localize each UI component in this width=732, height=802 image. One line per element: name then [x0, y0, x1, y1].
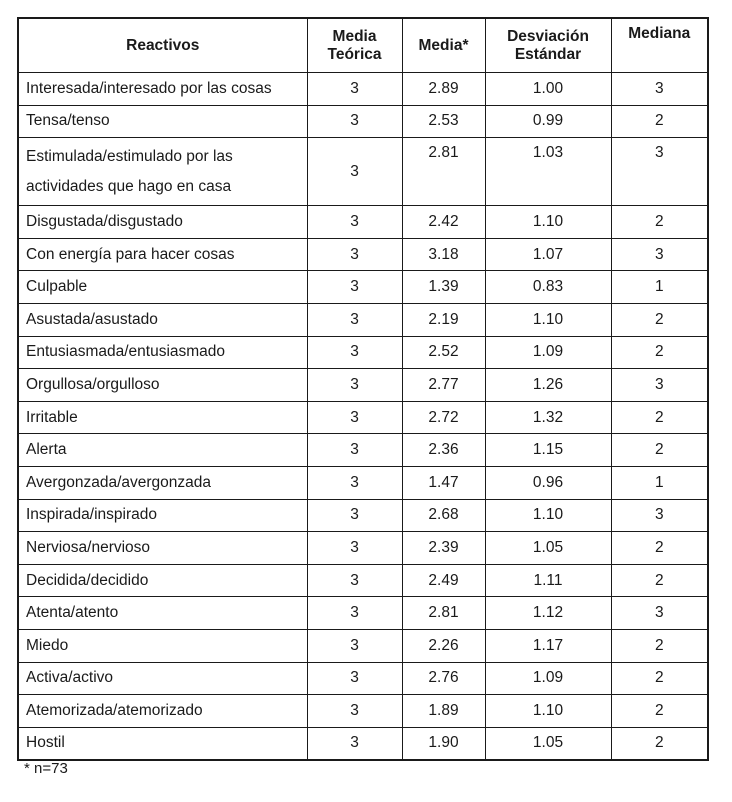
table-row: [18, 271, 708, 304]
desviacion-cell: 1.03: [485, 138, 611, 206]
table-row: [18, 206, 708, 239]
media-cell: 2.81: [402, 597, 485, 630]
media-teorica-cell: 3: [307, 629, 402, 662]
desviacion-cell: 1.05: [485, 532, 611, 565]
desviacion-cell: 0.83: [485, 271, 611, 304]
media-teorica-cell: 3: [307, 271, 402, 304]
media-cell: 2.77: [402, 369, 485, 402]
media-cell: 1.90: [402, 727, 485, 760]
media-cell: 2.68: [402, 499, 485, 532]
reactivo-cell: Inspirada/inspirado: [18, 499, 307, 532]
table-row: [18, 434, 708, 467]
table-header-row: [18, 18, 708, 73]
media-cell: 1.89: [402, 695, 485, 728]
media-teorica-cell: 3: [307, 695, 402, 728]
mediana-cell: 3: [611, 73, 708, 106]
desviacion-cell: 1.11: [485, 564, 611, 597]
desviacion-cell: 1.09: [485, 662, 611, 695]
mediana-cell: 2: [611, 206, 708, 239]
media-teorica-cell: 3: [307, 105, 402, 138]
media-teorica-cell: 3: [307, 532, 402, 565]
mediana-cell: 2: [611, 532, 708, 565]
table-row: [18, 662, 708, 695]
desviacion-cell: 1.05: [485, 727, 611, 760]
mediana-cell: 3: [611, 499, 708, 532]
media-teorica-cell: 3: [307, 434, 402, 467]
table-row: [18, 564, 708, 597]
reactivo-cell: Decidida/decidido: [18, 564, 307, 597]
media-cell: 2.53: [402, 105, 485, 138]
media-cell: 2.26: [402, 629, 485, 662]
media-teorica-cell: 3: [307, 662, 402, 695]
header-mediana: Mediana: [611, 18, 708, 73]
media-teorica-cell: 3: [307, 369, 402, 402]
desviacion-cell: 1.17: [485, 629, 611, 662]
desviacion-cell: 1.10: [485, 206, 611, 239]
desviacion-cell: 1.12: [485, 597, 611, 630]
media-teorica-cell: 3: [307, 303, 402, 336]
table-body: [18, 73, 708, 761]
results-table: [17, 17, 709, 761]
media-cell: 2.42: [402, 206, 485, 239]
media-cell: 1.39: [402, 271, 485, 304]
table-row: [18, 466, 708, 499]
reactivo-cell: Nerviosa/nervioso: [18, 532, 307, 565]
mediana-cell: 3: [611, 597, 708, 630]
table-row: [18, 532, 708, 565]
mediana-cell: 2: [611, 434, 708, 467]
media-teorica-cell: 3: [307, 401, 402, 434]
desviacion-cell: 1.10: [485, 695, 611, 728]
mediana-cell: 2: [611, 629, 708, 662]
reactivo-cell: Atenta/atento: [18, 597, 307, 630]
header-desviacion-estandar: Desviación Estándar: [485, 18, 611, 73]
mediana-cell: 1: [611, 271, 708, 304]
media-teorica-cell: 3: [307, 597, 402, 630]
desviacion-cell: 1.10: [485, 303, 611, 336]
mediana-cell: 2: [611, 336, 708, 369]
reactivo-cell: Activa/activo: [18, 662, 307, 695]
header-reactivos: Reactivos: [18, 18, 307, 73]
media-teorica-cell: 3: [307, 727, 402, 760]
media-cell: 2.49: [402, 564, 485, 597]
mediana-cell: 2: [611, 564, 708, 597]
reactivo-cell: Avergonzada/avergonzada: [18, 466, 307, 499]
media-cell: 1.47: [402, 466, 485, 499]
reactivo-cell: Entusiasmada/entusiasmado: [18, 336, 307, 369]
mediana-cell: 2: [611, 662, 708, 695]
media-cell: 2.81: [402, 138, 485, 206]
reactivo-cell: Con energía para hacer cosas: [18, 238, 307, 271]
table-row: [18, 105, 708, 138]
table-row: [18, 73, 708, 106]
reactivo-cell: Culpable: [18, 271, 307, 304]
reactivo-cell: Atemorizada/atemorizado: [18, 695, 307, 728]
media-teorica-cell: 3: [307, 564, 402, 597]
table-row: [18, 369, 708, 402]
desviacion-cell: 0.99: [485, 105, 611, 138]
media-cell: 2.36: [402, 434, 485, 467]
table-row: [18, 138, 708, 206]
desviacion-cell: 1.15: [485, 434, 611, 467]
media-cell: 2.76: [402, 662, 485, 695]
mediana-cell: 2: [611, 401, 708, 434]
desviacion-cell: 1.10: [485, 499, 611, 532]
table-row: [18, 336, 708, 369]
media-cell: 2.72: [402, 401, 485, 434]
table-row: [18, 303, 708, 336]
table-row: [18, 597, 708, 630]
media-teorica-cell: 3: [307, 499, 402, 532]
reactivo-cell: Asustada/asustado: [18, 303, 307, 336]
desviacion-cell: 0.96: [485, 466, 611, 499]
media-cell: 2.19: [402, 303, 485, 336]
footnote: * n=73: [24, 760, 68, 777]
reactivo-cell: Interesada/interesado por las cosas: [18, 73, 307, 106]
desviacion-cell: 1.32: [485, 401, 611, 434]
mediana-cell: 2: [611, 695, 708, 728]
media-cell: 2.39: [402, 532, 485, 565]
table-row: [18, 695, 708, 728]
mediana-cell: 3: [611, 138, 708, 206]
table-row: [18, 629, 708, 662]
table-row: [18, 499, 708, 532]
media-cell: 2.89: [402, 73, 485, 106]
results-table-container: [17, 17, 707, 761]
desviacion-cell: 1.00: [485, 73, 611, 106]
mediana-cell: 1: [611, 466, 708, 499]
header-media: Media*: [402, 18, 485, 73]
desviacion-cell: 1.26: [485, 369, 611, 402]
reactivo-cell: Irritable: [18, 401, 307, 434]
mediana-cell: 2: [611, 727, 708, 760]
mediana-cell: 2: [611, 105, 708, 138]
mediana-cell: 2: [611, 303, 708, 336]
media-teorica-cell: 3: [307, 336, 402, 369]
media-cell: 3.18: [402, 238, 485, 271]
media-teorica-cell: 3: [307, 73, 402, 106]
reactivo-cell: Tensa/tenso: [18, 105, 307, 138]
reactivo-cell: Miedo: [18, 629, 307, 662]
media-teorica-cell: 3: [307, 238, 402, 271]
mediana-cell: 3: [611, 238, 708, 271]
desviacion-cell: 1.09: [485, 336, 611, 369]
reactivo-cell: Estimulada/estimulado por las actividades que hago en casa: [18, 138, 307, 206]
reactivo-cell: Hostil: [18, 727, 307, 760]
media-teorica-cell: 3: [307, 138, 402, 206]
reactivo-cell: Disgustada/disgustado: [18, 206, 307, 239]
table-row: [18, 401, 708, 434]
header-media-teorica: Media Teórica: [307, 18, 402, 73]
desviacion-cell: 1.07: [485, 238, 611, 271]
mediana-cell: 3: [611, 369, 708, 402]
reactivo-cell: Orgullosa/orgulloso: [18, 369, 307, 402]
media-teorica-cell: 3: [307, 206, 402, 239]
media-cell: 2.52: [402, 336, 485, 369]
table-row: [18, 727, 708, 760]
media-teorica-cell: 3: [307, 466, 402, 499]
table-row: [18, 238, 708, 271]
reactivo-cell: Alerta: [18, 434, 307, 467]
